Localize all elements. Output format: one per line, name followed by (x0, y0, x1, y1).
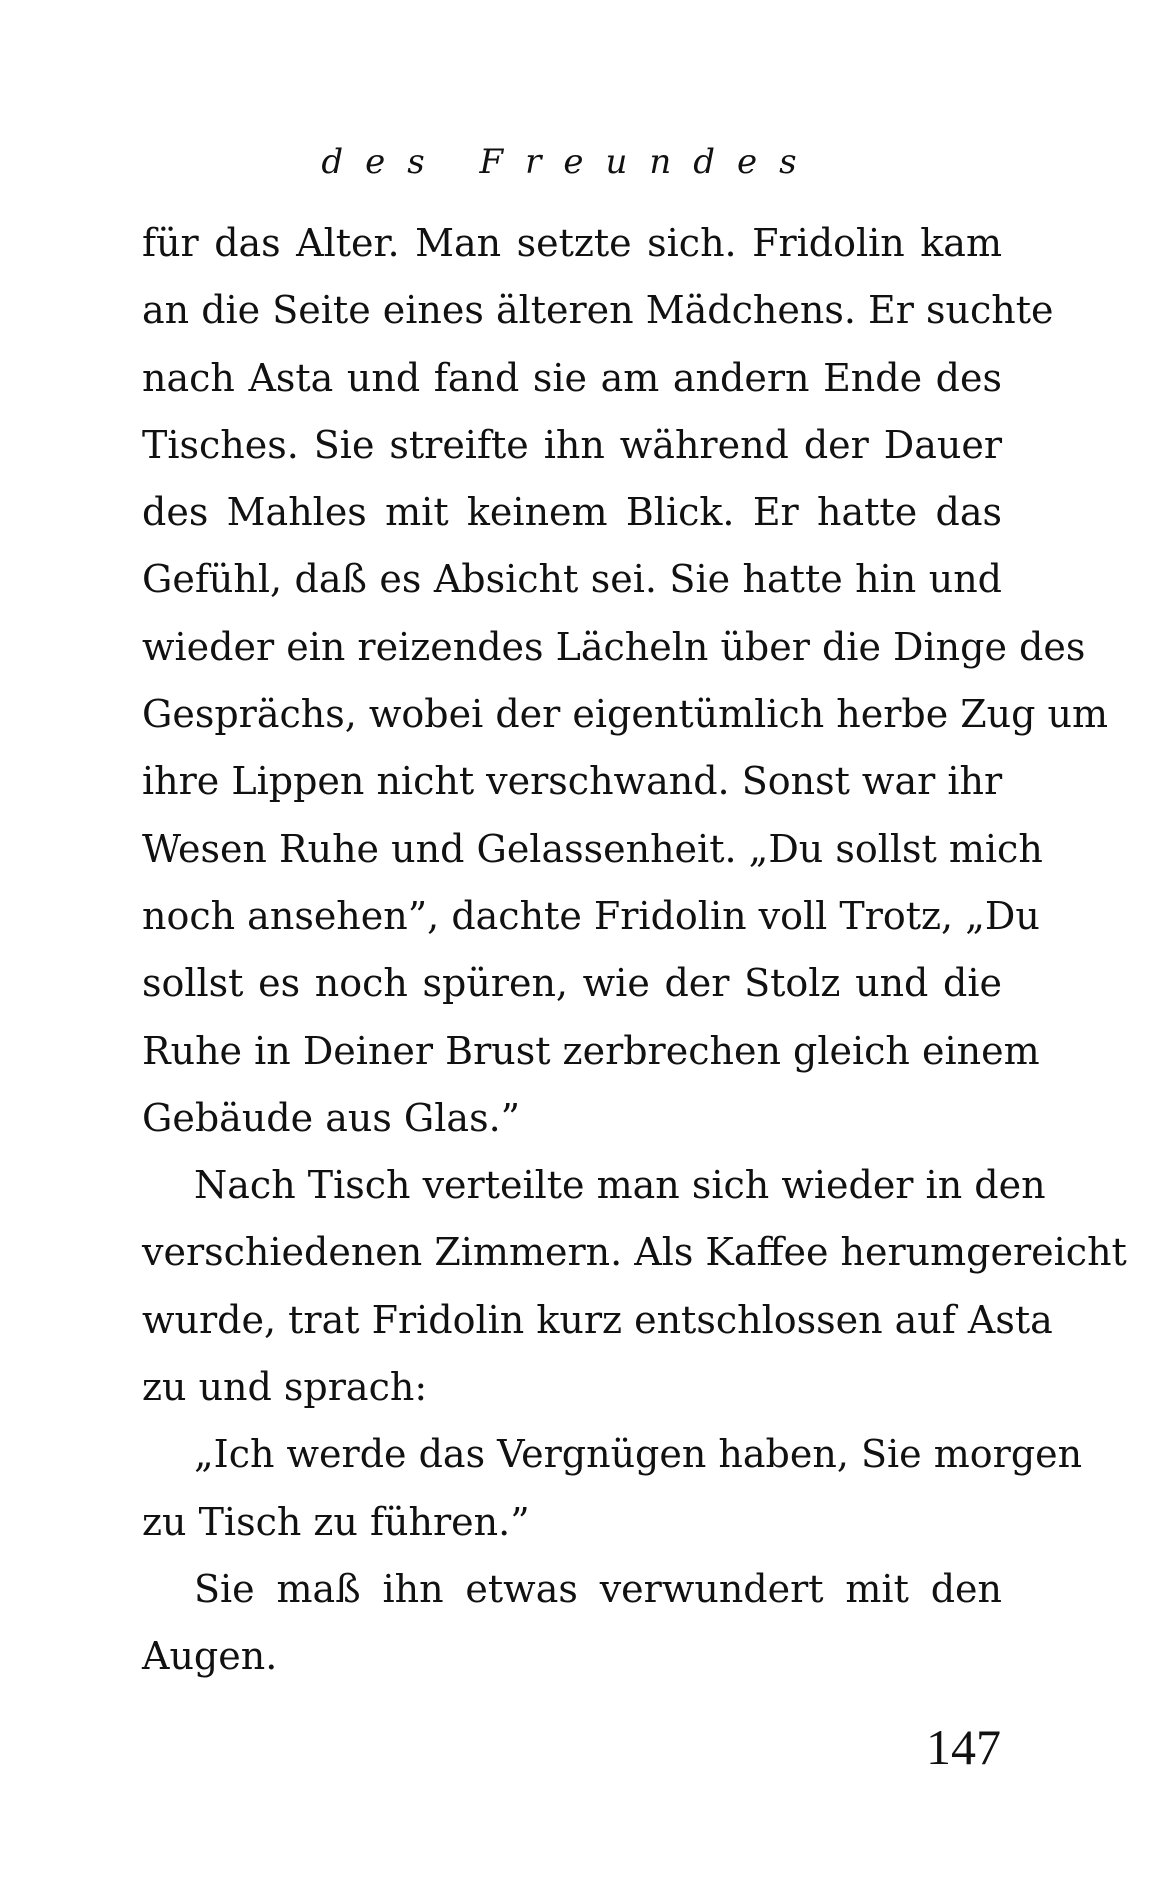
text-line: Sie maß ihn etwas verwundert mit den (194, 1566, 1002, 1611)
text-line: Ruhe in Deiner Brust zerbrechen gleich einem (142, 1028, 1040, 1073)
text-line: Augen. (142, 1634, 278, 1679)
text-line: Wesen Ruhe und Gelassenheit. „Du sollst mich (142, 826, 1043, 871)
page-number: 147 (926, 1719, 1001, 1775)
text-line: an die Seite eines älteren Mädchens. Er suchte (142, 288, 1054, 333)
text-line: „Ich werde das Vergnügen haben, Sie morgen (194, 1432, 1083, 1477)
text-line: ihre Lippen nicht verschwand. Sonst war ihr (142, 759, 1003, 804)
text-line: Nach Tisch verteilte man sich wieder in den (194, 1163, 1046, 1208)
text-line: zu Tisch zu führen.” (142, 1499, 530, 1544)
running-head: des Freundes (321, 142, 819, 182)
text-line: Tisches. Sie streifte ihn während der Dauer (142, 422, 1002, 467)
text-line: zu und sprach: (142, 1365, 428, 1410)
text-line: sollst es noch spüren, wie der Stolz und die (142, 961, 1002, 1006)
text-line: Gebäude aus Glas.” (142, 1095, 521, 1140)
text-line: wurde, trat Fridolin kurz entschlossen auf Asta (142, 1297, 1053, 1342)
text-line: nach Asta und fand sie am andern Ende des (142, 355, 1002, 400)
text-line: des Mahles mit keinem Blick. Er hatte das (142, 490, 1002, 535)
text-line: wieder ein reizendes Lächeln über die Dinge des (142, 624, 1086, 669)
text-line: verschiedenen Zimmern. Als Kaffee herumgereicht (142, 1230, 1127, 1275)
text-line: Gesprächs, wobei der eigentümlich herbe Zug um (142, 692, 1109, 737)
body-text (142, 210, 1127, 1691)
text-line: noch ansehen”, dachte Fridolin voll Trotz, „Du (142, 893, 1040, 938)
text-line: für das Alter. Man setzte sich. Fridolin kam (142, 221, 1002, 265)
text-line: Gefühl, daß es Absicht sei. Sie hatte hin und (142, 557, 1002, 602)
